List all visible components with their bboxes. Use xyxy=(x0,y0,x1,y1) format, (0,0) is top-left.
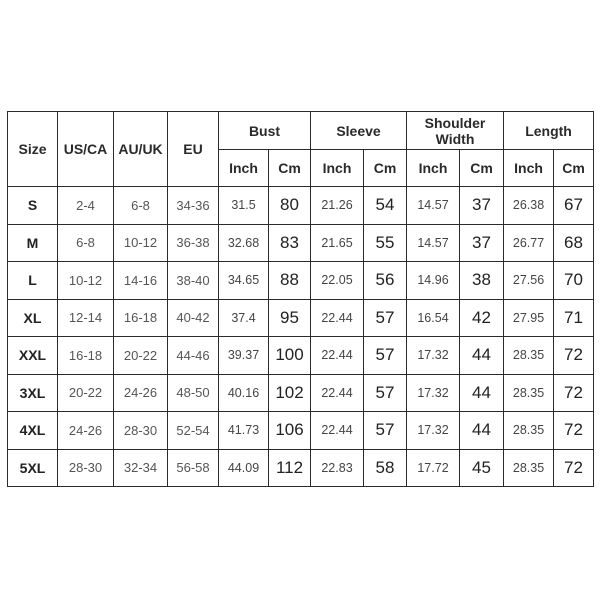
table-row xyxy=(8,412,594,450)
bust-cm-cell: 83 xyxy=(269,224,311,262)
length-cm-cell: 72 xyxy=(554,412,594,450)
shoulder-cm-cell: 37 xyxy=(460,224,504,262)
bust-cm-cell: 106 xyxy=(269,412,311,450)
length-inch-cell: 28.35 xyxy=(504,374,554,412)
au-uk-cell: 14-16 xyxy=(114,262,168,300)
shoulder-inch-cell: 16.54 xyxy=(407,299,460,337)
shoulder-cm-cell: 45 xyxy=(460,449,504,487)
length-cm-cell: 67 xyxy=(554,187,594,225)
sleeve-cm-cell: 54 xyxy=(364,187,407,225)
header-eu: EU xyxy=(168,112,219,187)
shoulder-cm-cell: 44 xyxy=(460,374,504,412)
size-cell: 4XL xyxy=(8,412,58,450)
unit-shoulder-cm: Cm xyxy=(460,150,504,187)
size-cell: S xyxy=(8,187,58,225)
header-us-ca: US/CA xyxy=(58,112,114,187)
header-bust: Bust xyxy=(219,112,311,150)
shoulder-inch-cell: 14.57 xyxy=(407,224,460,262)
us-ca-cell: 2-4 xyxy=(58,187,114,225)
au-uk-cell: 20-22 xyxy=(114,337,168,375)
sleeve-cm-cell: 55 xyxy=(364,224,407,262)
sleeve-cm-cell: 57 xyxy=(364,299,407,337)
length-inch-cell: 26.77 xyxy=(504,224,554,262)
us-ca-cell: 28-30 xyxy=(58,449,114,487)
eu-cell: 44-46 xyxy=(168,337,219,375)
unit-bust-inch: Inch xyxy=(219,150,269,187)
sleeve-inch-cell: 22.44 xyxy=(311,374,364,412)
bust-cm-cell: 88 xyxy=(269,262,311,300)
eu-cell: 56-58 xyxy=(168,449,219,487)
size-cell: 5XL xyxy=(8,449,58,487)
unit-bust-cm: Cm xyxy=(269,150,311,187)
eu-cell: 38-40 xyxy=(168,262,219,300)
sleeve-cm-cell: 58 xyxy=(364,449,407,487)
us-ca-cell: 6-8 xyxy=(58,224,114,262)
sleeve-cm-cell: 57 xyxy=(364,374,407,412)
au-uk-cell: 16-18 xyxy=(114,299,168,337)
length-inch-cell: 26.38 xyxy=(504,187,554,225)
shoulder-cm-cell: 37 xyxy=(460,187,504,225)
length-inch-cell: 28.35 xyxy=(504,412,554,450)
unit-length-inch: Inch xyxy=(504,150,554,187)
size-cell: XXL xyxy=(8,337,58,375)
header-shoulder-line1: Shoulder xyxy=(424,114,486,131)
sleeve-cm-cell: 57 xyxy=(364,337,407,375)
shoulder-inch-cell: 14.96 xyxy=(407,262,460,300)
length-inch-cell: 27.95 xyxy=(504,299,554,337)
bust-inch-cell: 31.5 xyxy=(219,187,269,225)
us-ca-cell: 16-18 xyxy=(58,337,114,375)
us-ca-cell: 10-12 xyxy=(58,262,114,300)
shoulder-inch-cell: 17.32 xyxy=(407,412,460,450)
length-cm-cell: 72 xyxy=(554,449,594,487)
shoulder-inch-cell: 17.72 xyxy=(407,449,460,487)
header-sleeve: Sleeve xyxy=(311,112,407,150)
shoulder-cm-cell: 38 xyxy=(460,262,504,300)
au-uk-cell: 6-8 xyxy=(114,187,168,225)
table-row xyxy=(8,187,594,225)
length-cm-cell: 72 xyxy=(554,374,594,412)
unit-sleeve-cm: Cm xyxy=(364,150,407,187)
us-ca-cell: 20-22 xyxy=(58,374,114,412)
table-row xyxy=(8,337,594,375)
header-shoulder-line2: Width xyxy=(435,130,475,147)
unit-sleeve-inch: Inch xyxy=(311,150,364,187)
bust-inch-cell: 39.37 xyxy=(219,337,269,375)
size-chart-table xyxy=(7,111,594,487)
header-row-top xyxy=(8,112,594,150)
size-cell: M xyxy=(8,224,58,262)
au-uk-cell: 24-26 xyxy=(114,374,168,412)
shoulder-cm-cell: 42 xyxy=(460,299,504,337)
bust-inch-cell: 37.4 xyxy=(219,299,269,337)
us-ca-cell: 12-14 xyxy=(58,299,114,337)
length-cm-cell: 68 xyxy=(554,224,594,262)
table-row xyxy=(8,299,594,337)
eu-cell: 34-36 xyxy=(168,187,219,225)
sleeve-inch-cell: 22.05 xyxy=(311,262,364,300)
sleeve-inch-cell: 22.44 xyxy=(311,337,364,375)
header-au-uk: AU/UK xyxy=(114,112,168,187)
unit-length-cm: Cm xyxy=(554,150,594,187)
sleeve-inch-cell: 22.44 xyxy=(311,412,364,450)
eu-cell: 48-50 xyxy=(168,374,219,412)
bust-cm-cell: 112 xyxy=(269,449,311,487)
length-cm-cell: 70 xyxy=(554,262,594,300)
bust-cm-cell: 95 xyxy=(269,299,311,337)
sleeve-inch-cell: 21.26 xyxy=(311,187,364,225)
au-uk-cell: 10-12 xyxy=(114,224,168,262)
length-cm-cell: 71 xyxy=(554,299,594,337)
bust-inch-cell: 44.09 xyxy=(219,449,269,487)
size-cell: XL xyxy=(8,299,58,337)
sleeve-inch-cell: 22.83 xyxy=(311,449,364,487)
eu-cell: 40-42 xyxy=(168,299,219,337)
shoulder-inch-cell: 17.32 xyxy=(407,337,460,375)
eu-cell: 52-54 xyxy=(168,412,219,450)
length-inch-cell: 28.35 xyxy=(504,449,554,487)
table-row xyxy=(8,224,594,262)
header-shoulder-width xyxy=(407,112,504,150)
header-size: Size xyxy=(8,112,58,187)
length-cm-cell: 72 xyxy=(554,337,594,375)
bust-inch-cell: 41.73 xyxy=(219,412,269,450)
sleeve-cm-cell: 56 xyxy=(364,262,407,300)
bust-inch-cell: 32.68 xyxy=(219,224,269,262)
au-uk-cell: 28-30 xyxy=(114,412,168,450)
au-uk-cell: 32-34 xyxy=(114,449,168,487)
sleeve-inch-cell: 22.44 xyxy=(311,299,364,337)
shoulder-inch-cell: 14.57 xyxy=(407,187,460,225)
table-row xyxy=(8,262,594,300)
size-cell: 3XL xyxy=(8,374,58,412)
shoulder-cm-cell: 44 xyxy=(460,337,504,375)
size-cell: L xyxy=(8,262,58,300)
sleeve-inch-cell: 21.65 xyxy=(311,224,364,262)
sleeve-cm-cell: 57 xyxy=(364,412,407,450)
bust-cm-cell: 100 xyxy=(269,337,311,375)
length-inch-cell: 28.35 xyxy=(504,337,554,375)
bust-cm-cell: 102 xyxy=(269,374,311,412)
eu-cell: 36-38 xyxy=(168,224,219,262)
table-row xyxy=(8,449,594,487)
length-inch-cell: 27.56 xyxy=(504,262,554,300)
shoulder-inch-cell: 17.32 xyxy=(407,374,460,412)
us-ca-cell: 24-26 xyxy=(58,412,114,450)
table-row xyxy=(8,374,594,412)
unit-shoulder-inch: Inch xyxy=(407,150,460,187)
header-length: Length xyxy=(504,112,594,150)
bust-inch-cell: 40.16 xyxy=(219,374,269,412)
shoulder-cm-cell: 44 xyxy=(460,412,504,450)
bust-cm-cell: 80 xyxy=(269,187,311,225)
bust-inch-cell: 34.65 xyxy=(219,262,269,300)
